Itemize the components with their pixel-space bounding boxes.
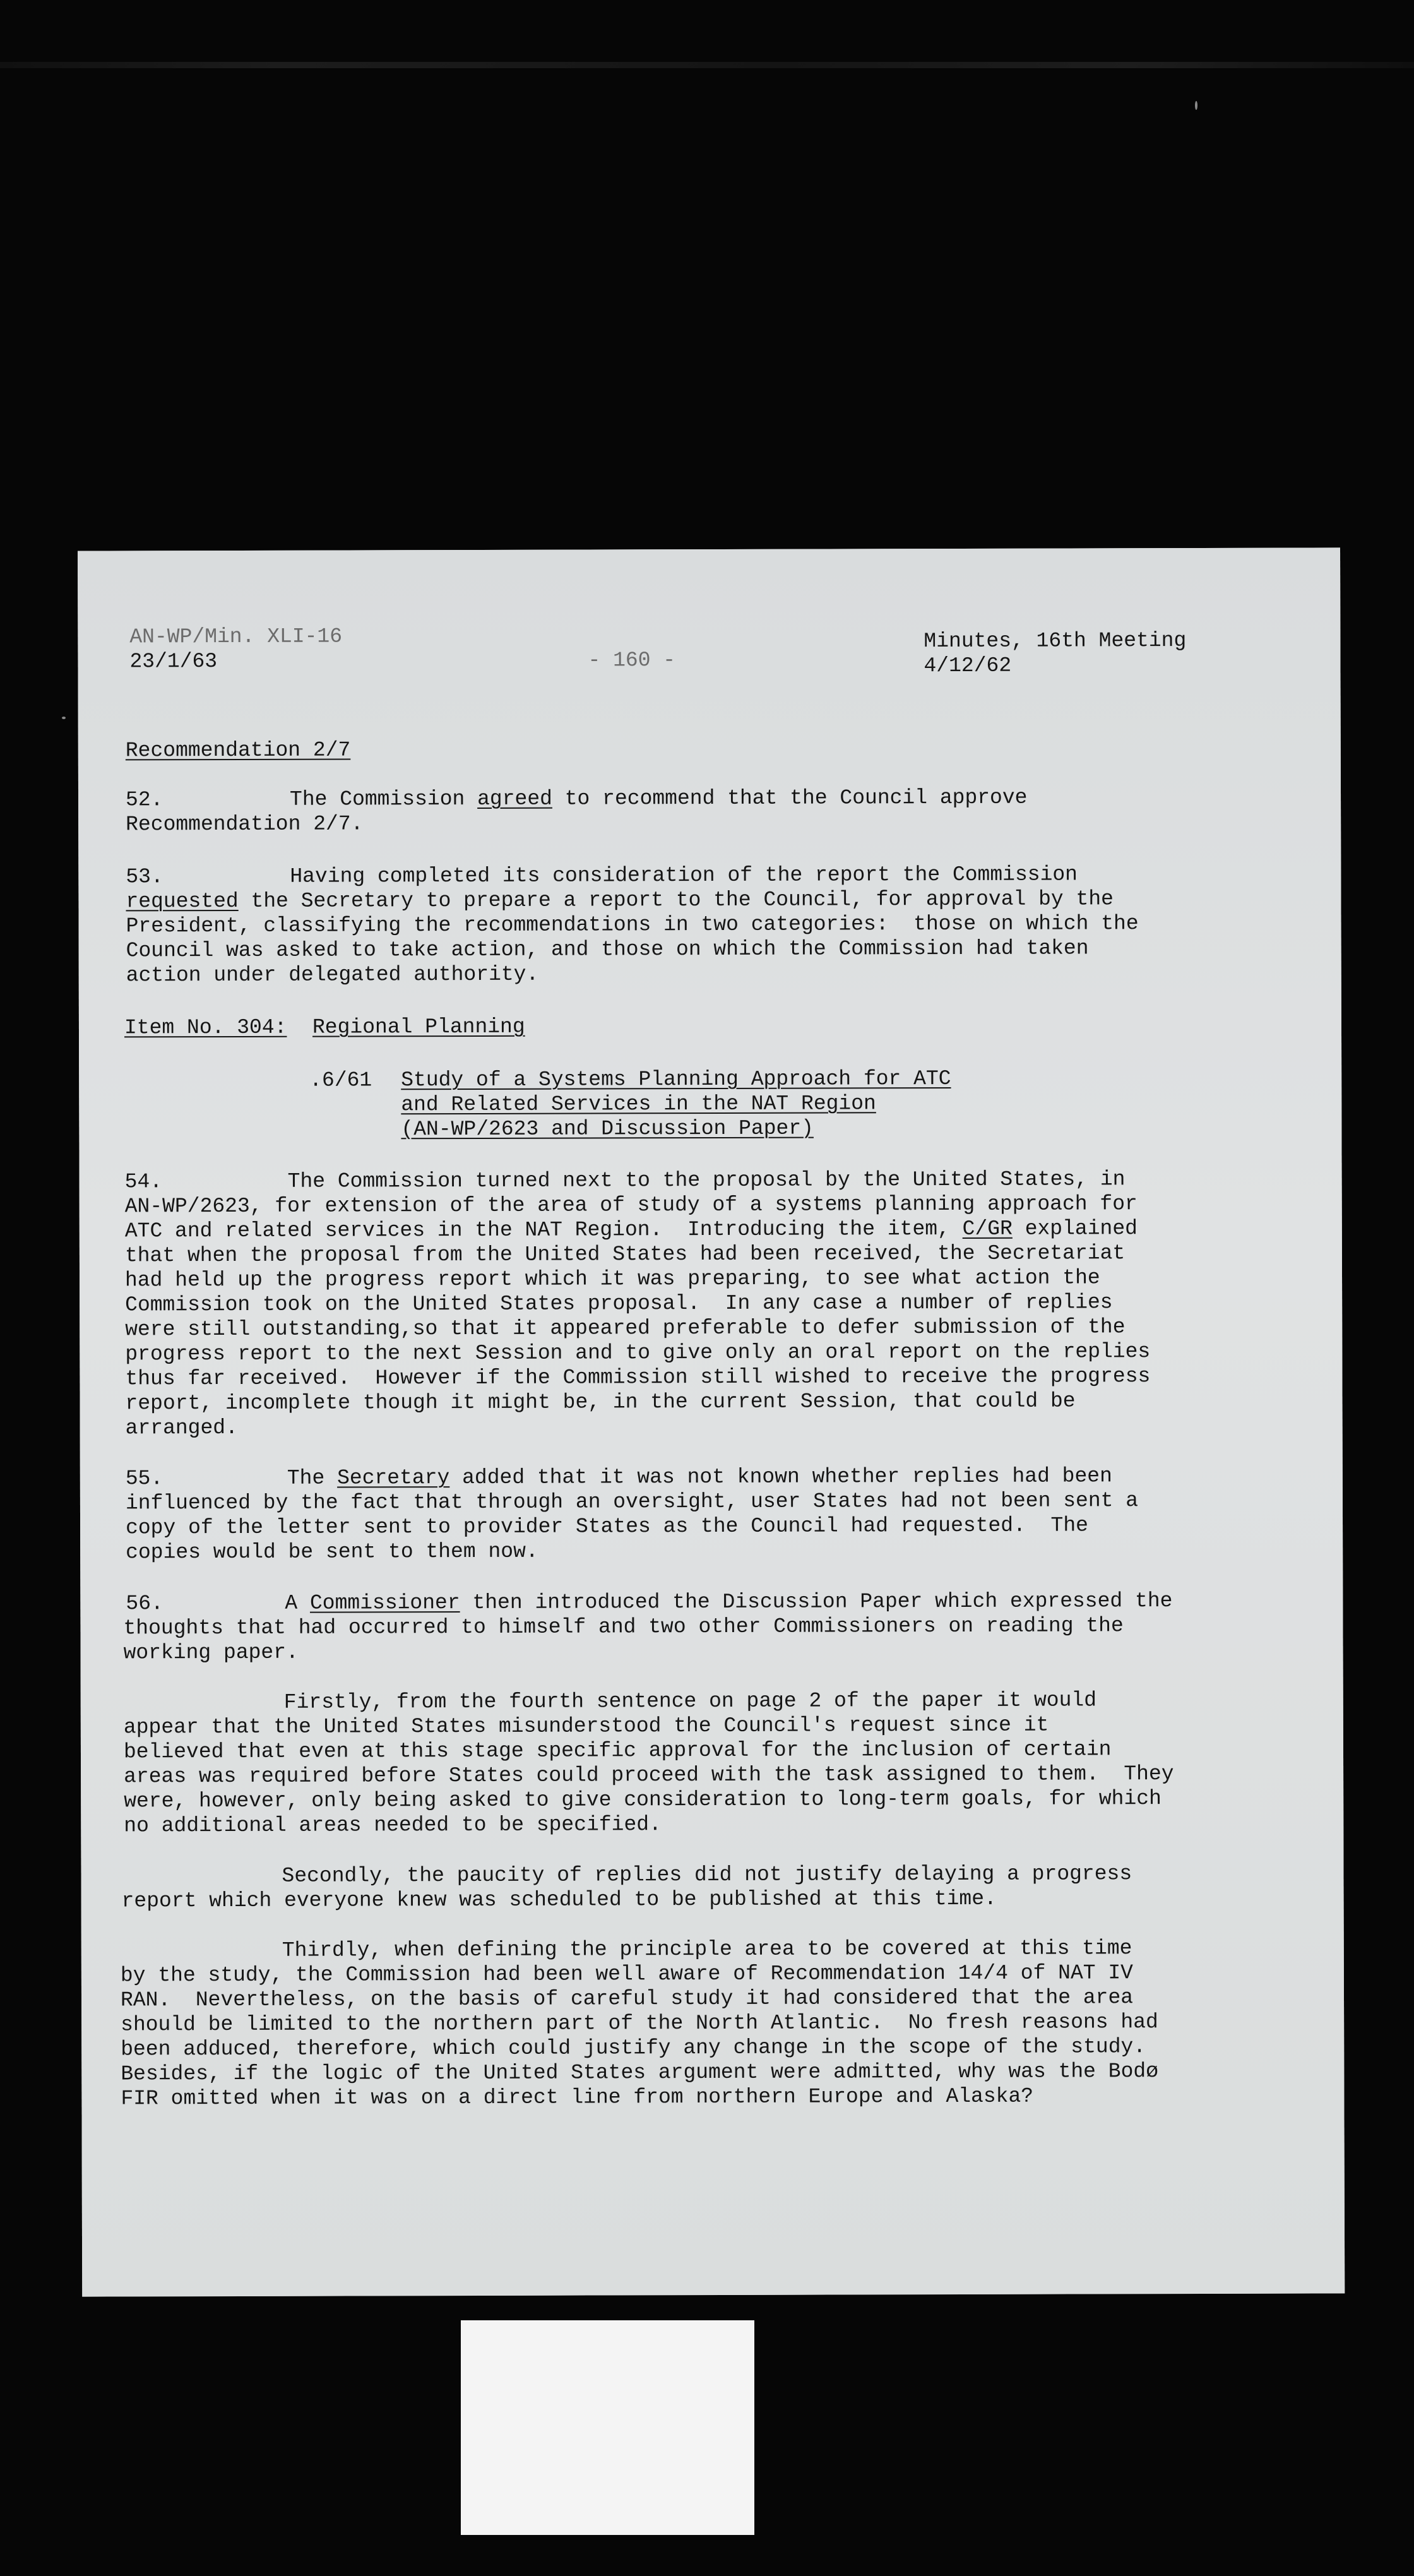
paragraph-number: 54.: [124, 1170, 163, 1194]
subitem-title-line: and Related Services in the NAT Region: [401, 1092, 876, 1117]
white-card-slip: [461, 2320, 754, 2535]
paragraph-54-line: were still outstanding,so that it appeared preferable to defer submission of the: [125, 1315, 1126, 1342]
film-speck: [1195, 101, 1197, 110]
firstly-line: no additional areas needed to be specified.: [124, 1813, 662, 1838]
firstly-line: believed that even at this stage specific approval for the inclusion of certain: [123, 1738, 1112, 1764]
text-run: the Secretary to prepare a report to the Council, for approval by the: [238, 887, 1114, 913]
firstly-line: appear that the United States misunderstood the Council's request since it: [123, 1713, 1049, 1739]
text-run: The: [287, 1466, 338, 1490]
paragraph-53-line: action under delegated authority.: [126, 962, 539, 987]
underlined-word: C/GR: [962, 1217, 1013, 1241]
text-run: then introduced the Discussion Paper which expressed the: [460, 1589, 1173, 1615]
paragraph-number: 55.: [125, 1467, 163, 1491]
text-run: explained: [1012, 1217, 1138, 1241]
thirdly-line: been adduced, therefore, which could justify any change in the scope of the study.: [121, 2035, 1146, 2061]
firstly-line: areas was required before States could proceed with the task assigned to them. They: [124, 1762, 1174, 1789]
paragraph-53-line: Council was asked to take action, and those on which the Commission had taken: [126, 936, 1089, 963]
film-speck: [62, 717, 66, 719]
paragraph-53-line: [126, 886, 1114, 914]
text-run: to recommend that the Council approve: [552, 785, 1028, 811]
document-date: 23/1/63: [129, 650, 218, 674]
subitem-title-line: Study of a Systems Planning Approach for ATC: [401, 1066, 951, 1092]
section-heading-recommendation: Recommendation 2/7: [125, 738, 351, 763]
document-page: [78, 547, 1345, 2296]
subitem-number: .6/61: [309, 1068, 372, 1092]
item-title: Regional Planning: [312, 1015, 525, 1039]
paragraph-52-line: [290, 785, 1028, 812]
meeting-date: 4/12/62: [924, 653, 1012, 678]
paragraph-53-line: Having completed its consideration of the report the Commission: [290, 862, 1078, 888]
document-body: [78, 547, 1345, 2296]
paragraph-54-line: report, incomplete though it might be, in the current Session, that could be: [125, 1389, 1076, 1416]
text-run: A: [285, 1591, 311, 1615]
thirdly-line: Besides, if the logic of the United States argument were admitted, why was the Bodø: [121, 2060, 1159, 2086]
underlined-word: agreed: [477, 787, 552, 811]
text-run: added that it was not known whether replies had been: [449, 1464, 1112, 1490]
film-edge-band: [0, 62, 1414, 68]
page-number: - 160 -: [588, 648, 676, 672]
paragraph-55-line: copy of the letter sent to provider States as the Council had requested. The: [126, 1513, 1088, 1540]
paragraph-54-line: had held up the progress report which it was preparing, to see what action the: [124, 1266, 1100, 1292]
paragraph-number: 56.: [126, 1592, 163, 1616]
paragraph-53-line: President, classifying the recommendations in two categories: those on which the: [126, 912, 1139, 938]
underlined-word: Commissioner: [309, 1591, 460, 1615]
thirdly-line: Thirdly, when defining the principle area to be covered at this time: [282, 1936, 1132, 1962]
paragraph-52-line: Recommendation 2/7.: [126, 812, 364, 837]
thirdly-line: FIR omitted when it was on a direct line from northern Europe and Alaska?: [121, 2084, 1034, 2111]
underlined-word: requested: [126, 889, 239, 914]
paragraph-number: 53.: [126, 865, 163, 889]
paragraph-54-line: progress report to the next Session and to give only an oral report on the replies: [125, 1340, 1151, 1366]
paragraph-54-line: The Commission turned next to the proposal by the United States, in: [287, 1167, 1126, 1193]
paragraph-55-line: influenced by the fact that through an oversight, user States had not been sent a: [125, 1489, 1139, 1515]
text-run: The Commission: [289, 787, 478, 811]
secondly-line: report which everyone knew was scheduled to be published at this time.: [121, 1887, 997, 1913]
thirdly-line: should be limited to the northern part of the North Atlantic. No fresh reasons had: [121, 2010, 1158, 2037]
paragraph-55-line: copies would be sent to them now.: [126, 1539, 538, 1565]
underlined-word: Secretary: [337, 1466, 450, 1490]
document-reference: AN-WP/Min. XLI-16: [129, 624, 343, 649]
paragraph-54-line: [125, 1216, 1138, 1243]
paragraph-54-line: AN-WP/2623, for extension of the area of study of a systems planning approach for: [124, 1192, 1138, 1219]
firstly-line: were, however, only being asked to give consideration to long-term goals, for which: [124, 1787, 1162, 1813]
paragraph-54-line: that when the proposal from the United States had been received, the Secretariat: [124, 1241, 1126, 1268]
firstly-line: Firstly, from the fourth sentence on page 2 of the paper it would: [283, 1688, 1097, 1714]
paragraph-54-line: arranged.: [125, 1416, 238, 1440]
paragraph-54-line: thus far received. However if the Commission still wished to receive the progress: [125, 1364, 1151, 1391]
secondly-line: Secondly, the paucity of replies did not justify delaying a progress: [282, 1862, 1132, 1888]
paragraph-56-line: thoughts that had occurred to himself and two other Commissioners on reading the: [123, 1614, 1124, 1640]
thirdly-line: by the study, the Commission had been well aware of Recommendation 14/4 of NAT IV: [120, 1961, 1134, 1988]
text-run: ATC and related services in the NAT Region. Introducing the item,: [124, 1217, 963, 1243]
meeting-title: Minutes, 16th Meeting: [924, 629, 1187, 653]
item-label: Item No. 304:: [124, 1015, 287, 1040]
subitem-title-line: (AN-WP/2623 and Discussion Paper): [401, 1116, 814, 1142]
paragraph-56-line: [285, 1589, 1172, 1616]
paragraph-54-line: Commission took on the United States proposal. In any case a number of replies: [125, 1291, 1113, 1317]
paragraph-55-line: [287, 1464, 1112, 1490]
thirdly-line: RAN. Nevertheless, on the basis of careful study it had considered that the area: [120, 1986, 1134, 2012]
paragraph-number: 52.: [125, 788, 163, 812]
paragraph-56-line: working paper.: [123, 1640, 299, 1665]
